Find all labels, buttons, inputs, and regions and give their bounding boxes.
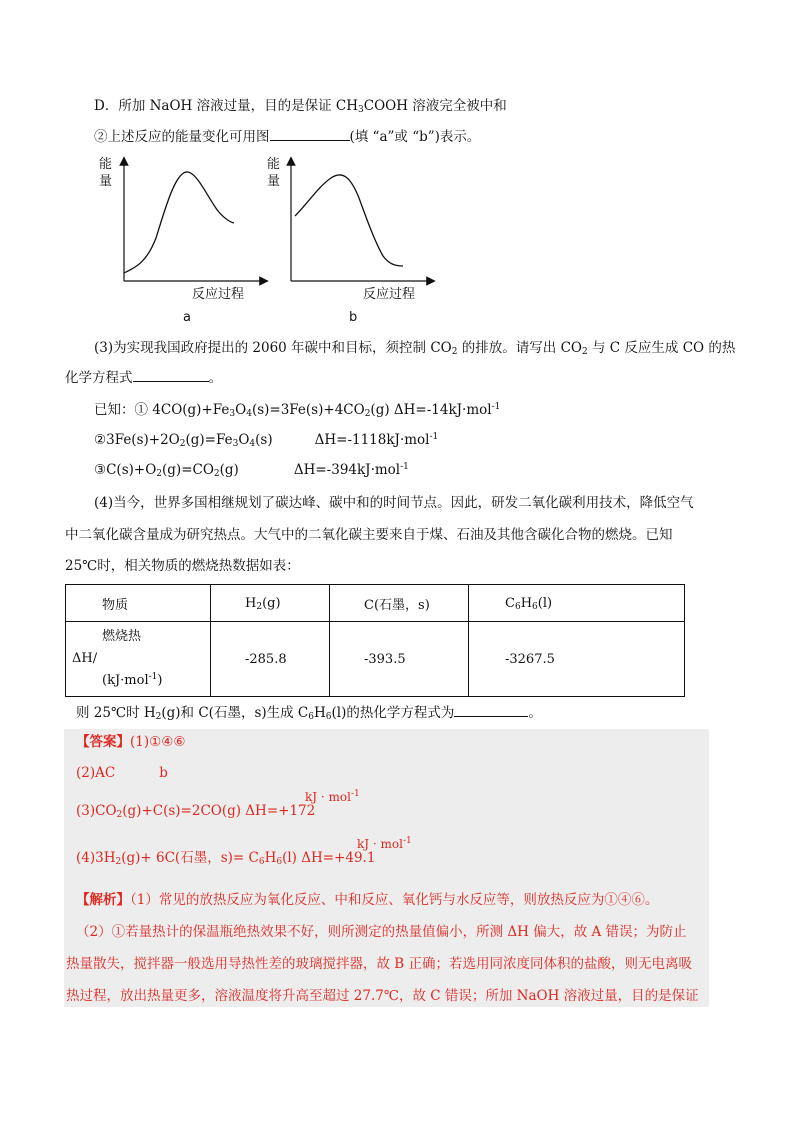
analysis-tag: 【解析】 — [76, 892, 130, 908]
text: (g) — [219, 462, 239, 478]
text: (3)CO — [76, 803, 117, 819]
analysis-2: （2）①若量热计的保温瓶绝热效果不好，则所测定的热量值偏小，所测 ΔH 偏大，故 A 错误；为防止 — [76, 924, 687, 940]
table-header-cell: $H_2(g)$ — [211, 585, 330, 622]
y-label: 能 — [267, 157, 281, 172]
question-4-ask — [76, 704, 542, 722]
text: O — [235, 402, 247, 418]
table-header-row — [66, 585, 685, 622]
subscript: 2 — [364, 409, 371, 419]
subscript: 6 — [276, 857, 283, 867]
table-header-cell: C(石墨，s) — [330, 585, 469, 622]
subscript: 2 — [581, 347, 588, 357]
analysis-3: 热量散失，搅拌器一般选用导热性差的玻璃搅拌器，故 B 正确；若选用同浓度同体积的盐酸，则无电离吸 — [66, 956, 693, 972]
text: (l) ΔH=+49.1 — [282, 850, 376, 866]
analysis-4: 热过程，放出热量更多，溶液温度将升高至超过 27.7℃，故 C 错误；所加 NaOH 溶液过量，目的是保证 — [66, 988, 699, 1004]
text: 。 — [528, 705, 542, 721]
energy-curve — [124, 172, 234, 273]
text: (g)+C(s)=2CO(g) ΔH=+172 — [122, 803, 316, 819]
question-4-line2: 中二氧化碳含量成为研究热点。大气中的二氧化碳主要来自于煤、石油及其他含碳化合物的燃烧。已知 — [65, 527, 673, 543]
answer-blank[interactable] — [270, 128, 350, 141]
answer-4 — [76, 849, 375, 867]
text: (s) — [255, 432, 273, 448]
y-label: 量 — [267, 174, 281, 189]
energy-curve — [295, 175, 403, 266]
y-label: 能 — [99, 157, 113, 172]
energy-graph-b — [263, 156, 443, 326]
table-row — [66, 622, 685, 697]
subscript: 6 — [258, 857, 265, 867]
text: ΔH=-1118kJ·mol — [314, 432, 430, 448]
text: 与 C 反应生成 CO 的热 — [587, 340, 736, 356]
text: ΔH=-394kJ·mol — [293, 462, 401, 478]
superscript: -1 — [429, 432, 439, 442]
subscript: 2 — [451, 347, 458, 357]
text: D．所加 NaOH 溶液过量，目的是保证 CH — [94, 98, 359, 114]
text: ②上述反应的能量变化可用图 — [94, 129, 270, 145]
superscript: -1 — [491, 402, 501, 412]
equation-3 — [94, 461, 409, 479]
table-header-cell: 物质 — [66, 585, 211, 622]
subscript: 6 — [308, 712, 314, 722]
text: (填 “a”或 “b”)表示。 — [349, 129, 481, 145]
answer-4-unit: kJ · mol$^{-1}$ — [357, 836, 412, 851]
text: H — [264, 850, 277, 866]
text: (g)=CO — [162, 462, 214, 478]
table-header-cell: $C_6H_6(l)$ — [469, 585, 685, 622]
text: (4)3H — [76, 850, 116, 866]
x-label: 反应过程 — [363, 287, 416, 302]
y-label: 量 — [99, 174, 113, 189]
table-cell: -393.5 — [330, 622, 469, 697]
question-3-line2 — [65, 369, 222, 387]
table-cell: -285.8 — [211, 622, 330, 697]
text: (g) ΔH=-14kJ·mol — [370, 402, 492, 418]
question-4-line1: (4)当今，世界多国相继规划了碳达峰、碳中和的时间节点。因此，研发二氧化碳利用技术，降低空气 — [94, 495, 694, 511]
text: (2)AC — [76, 765, 116, 781]
table-row-label: 燃烧热 ΔH/ (kJ·mol$^{-1}$) — [66, 622, 211, 697]
subscript: 2 — [116, 810, 123, 820]
subscript: 4 — [249, 439, 256, 449]
subscript: 6 — [325, 712, 332, 722]
text: ③C(s)+O — [94, 462, 157, 478]
subscript: 2 — [213, 469, 220, 479]
text: 化学方程式 — [65, 370, 133, 386]
text: 的排放。请写出 CO — [457, 340, 582, 356]
answer-blank[interactable] — [454, 704, 528, 717]
superscript: -1 — [400, 462, 409, 472]
subscript: 2 — [155, 712, 162, 722]
text: (g)=Fe — [185, 432, 233, 448]
subscript: 3 — [229, 409, 236, 419]
question-2-fill — [94, 128, 480, 146]
answer-3 — [76, 802, 315, 820]
equation-2 — [94, 431, 438, 449]
option-d — [94, 97, 507, 115]
subscript: 2 — [115, 857, 122, 867]
energy-graph-a — [94, 156, 274, 326]
text: (s)=3Fe(s)+4CO — [251, 402, 365, 418]
subscript: 3 — [232, 439, 239, 449]
text: O — [238, 432, 250, 448]
text: (3)为实现我国政府提出的 2060 年碳中和目标，须控制 CO — [94, 340, 452, 356]
text: COOH 溶液完全被中和 — [363, 98, 507, 114]
text: (1)①④⑥ — [130, 734, 186, 750]
analysis-1 — [76, 891, 658, 909]
answer-2 — [76, 764, 168, 782]
question-3-line1 — [94, 339, 735, 357]
text: H — [314, 705, 326, 721]
text: (l)的热化学方程式为 — [331, 705, 455, 721]
subscript: 3 — [358, 105, 364, 115]
subscript: 2 — [156, 469, 163, 479]
text: b — [159, 765, 168, 781]
graph-caption: b — [349, 310, 358, 325]
subscript: 2 — [179, 439, 186, 449]
subscript: 4 — [246, 409, 252, 419]
text: （1）常见的放热反应为氧化反应、中和反应、氧化钙与水反应等，则放热反应为①④⑥。 — [130, 892, 659, 908]
answer-tag: 【答案】 — [76, 734, 130, 750]
question-4-line3: 25℃时，相关物质的燃烧热数据如表： — [65, 558, 300, 574]
x-label: 反应过程 — [192, 287, 245, 302]
text: 已知：① 4CO(g)+Fe — [94, 402, 230, 418]
answer-3-unit: kJ · mol$^{-1}$ — [305, 789, 360, 804]
answer-1 — [76, 733, 185, 751]
combustion-heat-table — [65, 584, 685, 697]
graph-caption: a — [183, 310, 191, 325]
text: (g)+ 6C(石墨，s)= C — [121, 850, 259, 866]
text: ②3Fe(s)+2O — [94, 432, 180, 448]
answer-blank[interactable] — [133, 369, 209, 382]
text: (g)和 C(石墨，s)生成 C — [161, 705, 309, 721]
table-cell: -3267.5 — [469, 622, 685, 697]
text: 。 — [208, 370, 222, 386]
text: 则 25℃时 H — [76, 705, 156, 721]
equation-1 — [94, 401, 500, 419]
